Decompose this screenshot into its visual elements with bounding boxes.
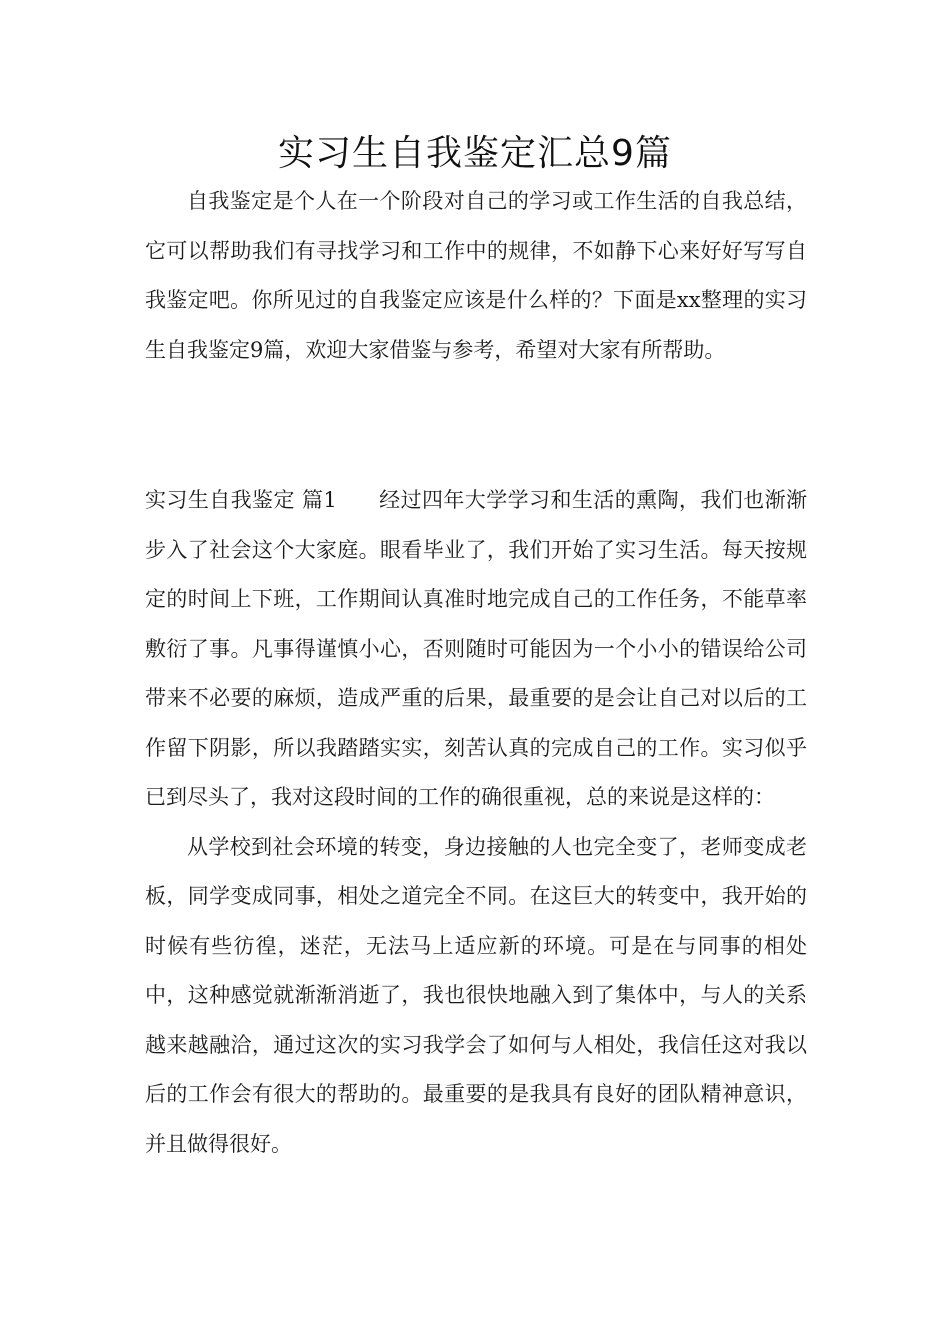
section-1-heading: 实习生自我鉴定 篇1	[145, 488, 337, 512]
intro-block	[145, 177, 807, 375]
intro-paragraph: 自我鉴定是个人在一个阶段对自己的学习或工作生活的自我总结，它可以帮助我们有寻找学习和工作中的规律，不如静下心来好好写写自我鉴定吧。你所见过的自我鉴定应该是什么样的？下面是xx整理的实习生自我鉴定9篇，欢迎大家借鉴与参考，希望对大家有所帮助。	[145, 189, 807, 362]
section-1-paragraph-1	[145, 476, 807, 823]
section-1	[145, 476, 807, 1169]
document-title: 实习生自我鉴定汇总9篇	[278, 133, 672, 174]
section-1-paragraph-2: 从学校到社会环境的转变，身边接触的人也完全变了，老师变成老板，同学变成同事，相处之道完全不同。在这巨大的转变中，我开始的时候有些彷徨，迷茫，无法马上适应新的环境。可是在与同事的相处中，这种感觉就渐渐消逝了，我也很快地融入到了集体中，与人的关系越来越融洽，通过这次的实习我学会了如何与人相处，我信任这对我以后的工作会有很大的帮助的。最重要的是我具有良好的团队精神意识，并且做得很好。	[145, 834, 807, 1156]
section-1-paragraph-1-text: 经过四年大学学习和生活的熏陶，我们也渐渐步入了社会这个大家庭。眼看毕业了，我们开始了实习生活。每天按规定的时间上下班，工作期间认真准时地完成自己的工作任务，不能草率敷衍了事。凡事得谨慎小心，否则随时可能因为一个小小的错误给公司带来不必要的麻烦，造成严重的后果，最重要的是会让自己对以后的工作留下阴影，所以我踏踏实实，刻苦认真的完成自己的工作。实习似乎已到尽头了，我对这段时间的工作的确很重视，总的来说是这样的：	[145, 488, 807, 809]
